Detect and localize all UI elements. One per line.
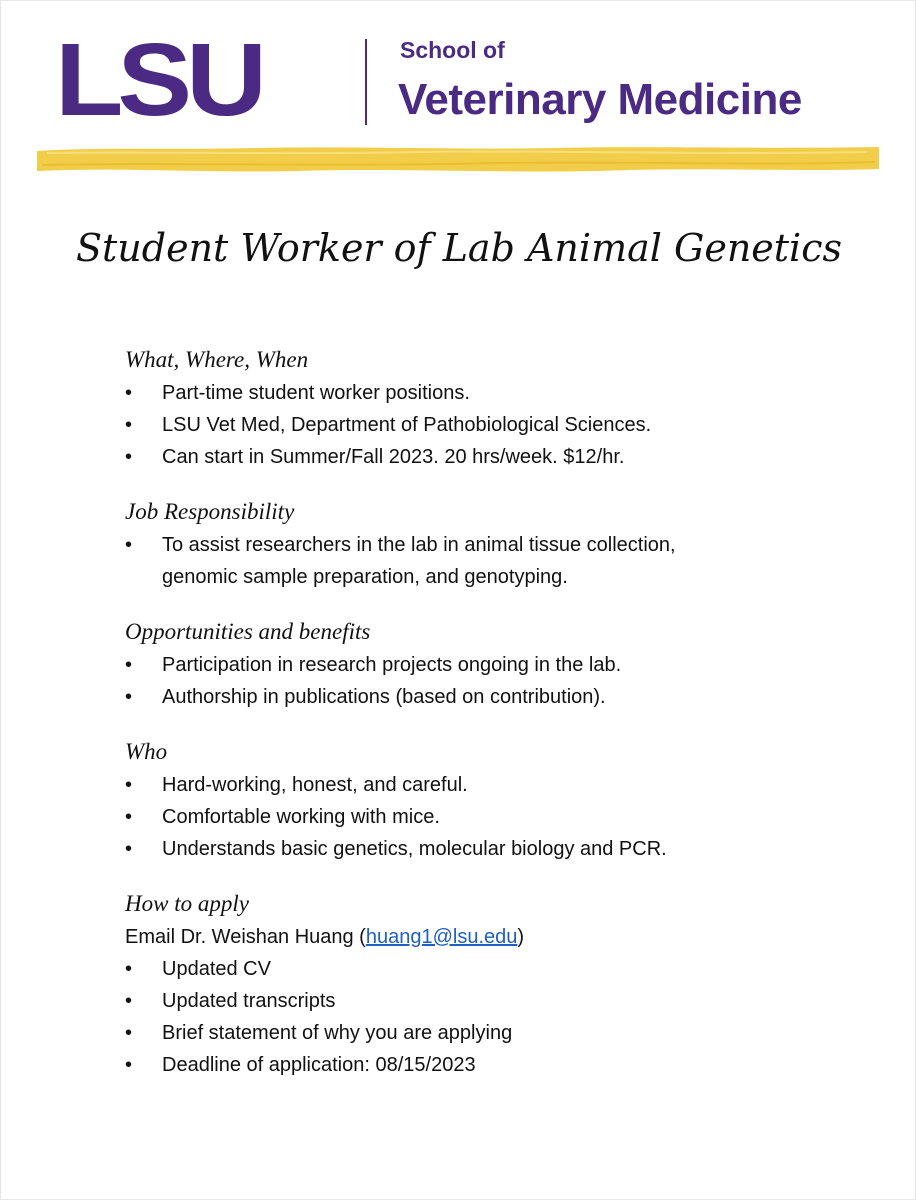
list-item: • LSU Vet Med, Department of Pathobiological Sciences. (125, 409, 885, 441)
section-opportunities (125, 615, 885, 713)
bullet-list (125, 953, 885, 1081)
list-item: • Brief statement of why you are applying (125, 1017, 885, 1049)
bullet-list (125, 377, 885, 473)
gold-brush-bar (37, 145, 879, 173)
section-heading: Who (125, 739, 168, 764)
list-item: • Participation in research projects ongoing in the lab. (125, 649, 885, 681)
logo-divider (365, 39, 367, 125)
page-title: Student Worker of Lab Animal Genetics (75, 226, 842, 270)
section-job-responsibility (125, 495, 885, 593)
list-item: • Deadline of application: 08/15/2023 (125, 1049, 885, 1081)
section-how-to-apply (125, 887, 885, 1081)
list-item: • Hard-working, honest, and careful. (125, 769, 885, 801)
list-item: • Comfortable working with mice. (125, 801, 885, 833)
section-heading: Job Responsibility (125, 499, 295, 524)
list-item: • Can start in Summer/Fall 2023. 20 hrs/week. $12/hr. (125, 441, 885, 473)
email-link[interactable]: huang1@lsu.edu (365, 926, 518, 948)
email-suffix: ) (517, 926, 525, 948)
lsu-vet-med-logo (55, 22, 802, 138)
bullet-list (125, 769, 885, 865)
list-item-line: To assist researchers in the lab in animal tissue collection, (162, 534, 676, 556)
list-item: • Part-time student worker positions. (125, 377, 885, 409)
list-item: • Understands basic genetics, molecular biology and PCR. (125, 833, 885, 865)
section-who (125, 735, 885, 865)
section-what-where-when (125, 343, 885, 473)
section-heading: Opportunities and benefits (125, 619, 371, 644)
section-heading: What, Where, When (125, 347, 309, 372)
list-item: • Authorship in publications (based on contribution). (125, 681, 885, 713)
email-prefix: Email Dr. Weishan Huang ( (125, 926, 366, 948)
logo-school-of: School of (400, 37, 505, 63)
section-heading: How to apply (125, 891, 249, 916)
logo-school-name: Veterinary Medicine (398, 75, 802, 124)
logo-lsu-wordmark: LSU (55, 22, 261, 138)
list-item: • Updated CV (125, 953, 885, 985)
bullet-list (125, 529, 885, 593)
list-item-line: genomic sample preparation, and genotyping. (162, 566, 568, 588)
email-line (125, 921, 885, 953)
bullet-list (125, 649, 885, 713)
flyer-content (125, 343, 885, 1081)
list-item (125, 529, 885, 593)
list-item: • Updated transcripts (125, 985, 885, 1017)
